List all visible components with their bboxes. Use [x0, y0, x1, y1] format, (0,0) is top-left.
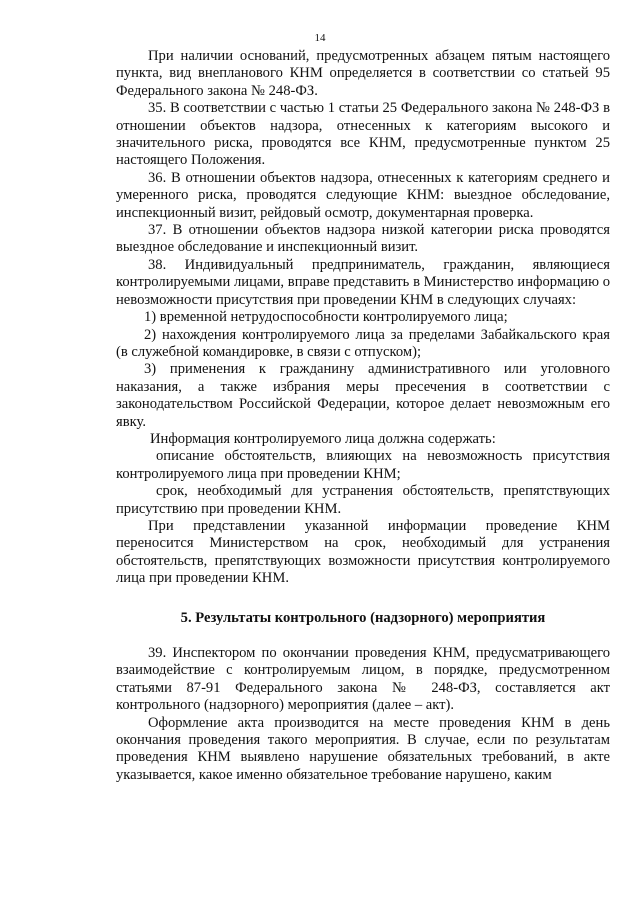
- case-item-2: 2) нахождения контролируемого лица за пределами Забайкальского края (в служебной командировке, в связи с отпуском);: [116, 326, 610, 360]
- paragraph-36: 36. В отношении объектов надзора, отнесенных к категориям среднего и умеренного риска, проводятся следующие КНМ: выездное обследование, инспекционный визит, рейдовый осмотр, документарная проверка.: [116, 169, 610, 221]
- paragraph-35: 35. В соответствии с частью 1 статьи 25 Федерального закона № 248-ФЗ в отношении объектов надзора, отнесенных к категориям высокого и значительного риска, проводятся все КНМ, предусмотренные пунктом 25 настоящего Положения.: [116, 100, 610, 169]
- case-item-1: 1) временной нетрудоспособности контролируемого лица;: [144, 309, 508, 326]
- case-item-3: 3) применения к гражданину административного или уголовного наказания, а также избрания меры пресечения в соответствии с законодательством Российской Федерации, которое делает невозможным его явку.: [116, 361, 610, 430]
- paragraph-basis: При наличии оснований, предусмотренных абзацем пятым настоящего пункта, вид внепланового КНМ определяется в соответствии со статьей 95 Федерального закона № 248-ФЗ.: [116, 48, 610, 99]
- document-body: [116, 48, 610, 784]
- section-heading: 5. Результаты контрольного (надзорного) мероприятия: [180, 609, 546, 626]
- paragraph-38: 38. Индивидуальный предприниматель, гражданин, являющиеся контролируемыми лицами, вправе представить в Министерство информацию о невозможности присутствия при проведении КНМ в следующих случаях:: [116, 256, 610, 308]
- info-intro: Информация контролируемого лица должна содержать:: [150, 430, 496, 447]
- paragraph-37: 37. В отношении объектов надзора низкой категории риска проводятся выездное обследование и инспекционный визит.: [116, 222, 610, 256]
- page-number: 14: [314, 32, 326, 44]
- info-item-1: описание обстоятельств, влияющих на невозможность присутствия контролируемого лица при проведении КНМ;: [116, 448, 610, 482]
- info-item-2: срок, необходимый для устранения обстоятельств, препятствующих присутствию при проведении КНМ.: [116, 483, 610, 517]
- paragraph-39: 39. Инспектором по окончании проведения КНМ, предусматривающего взаимодействие с контролируемым лицом, в порядке, предусмотренном статьями 87-91 Федерального закона № 248-ФЗ, составляется акт контрольного (надзорного) мероприятия (далее – акт).: [116, 645, 610, 714]
- paragraph-act: Оформление акта производится на месте проведения КНМ в день окончания проведения такого мероприятия. В случае, если по результатам проведения КНМ выявлено нарушение обязательных требований, в акте указывается, какое именно обязательное требование нарушено, каким: [116, 714, 610, 783]
- paragraph-postpone: При представлении указанной информации проведение КНМ переносится Министерством на срок, необходимый для устранения обстоятельств, препятствующих возможности присутствия контролируемого лица при проведении КНМ.: [116, 517, 610, 587]
